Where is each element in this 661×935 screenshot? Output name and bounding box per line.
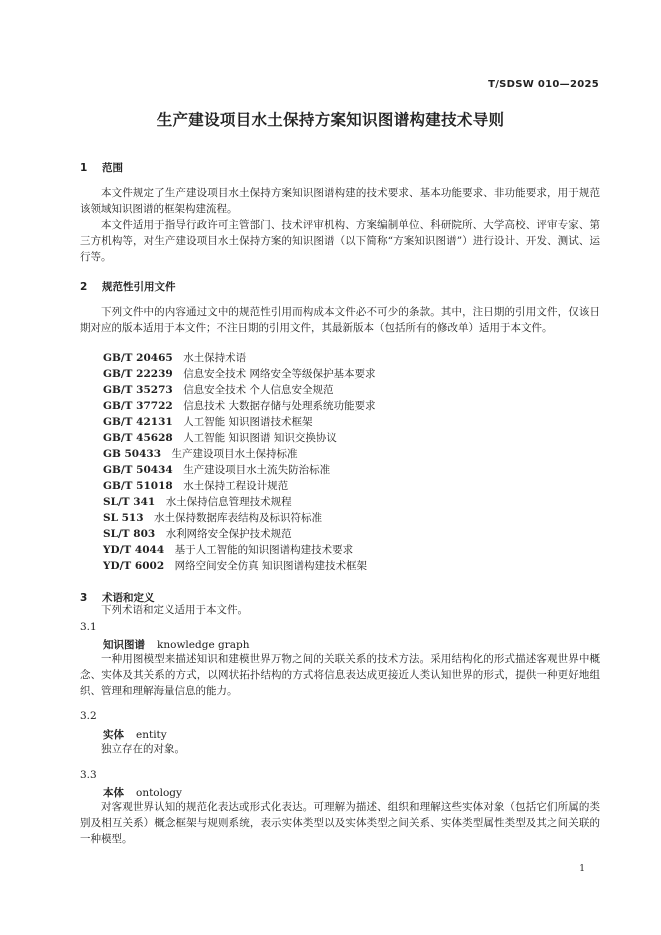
section-3-intro: 下列术语和定义适用于本文件。 [101, 604, 248, 616]
section-number: 2 [80, 281, 88, 293]
reference-item [103, 510, 322, 526]
section-1-heading [80, 160, 123, 175]
reference-item [103, 398, 376, 414]
reference-name: 水土保持信息管理技术规程 [165, 496, 292, 508]
term-english: ontology [136, 787, 182, 799]
reference-code: GB/T 22239 [103, 368, 173, 380]
reference-code: GB 50433 [103, 448, 162, 460]
reference-name: 基于人工智能的知识图谱构建技术要求 [174, 544, 354, 556]
reference-item [103, 350, 246, 366]
reference-item [103, 494, 292, 510]
term-english: knowledge graph [157, 639, 250, 651]
section-1-para-1: 本文件规定了生产建设项目水土保持方案知识图谱构建的技术要求、基本功能要求、非功能要求，用于规范该领域知识图谱的框架构建流程。 [80, 187, 600, 215]
section-1-para-2: 本文件适用于指导行政许可主管部门、技术评审机构、方案编制单位、科研院所、大学高校、评审专家、第三方机构等，对生产建设项目水土保持方案的知识图谱（以下简称“方案知识图谱”）进行设计、开发、测试、运行等。 [80, 219, 600, 263]
reference-name: 人工智能 知识图谱 知识交换协议 [183, 432, 337, 444]
term-english: entity [136, 729, 167, 741]
reference-name: 水土保持术语 [183, 352, 247, 364]
term-chinese: 知识图谱 [103, 639, 145, 651]
section-title: 范围 [102, 162, 123, 174]
term-number: 3.1 [80, 621, 97, 633]
section-2-intro: 下列文件中的内容通过文中的规范性引用而构成本文件必不可少的条款。其中，注日期的引用文件，仅该日期对应的版本适用于本文件；不注日期的引用文件，其最新版本（包括所有的修改单）适用于本文件。 [80, 306, 600, 334]
term-chinese: 本体 [103, 787, 124, 799]
term-definition: 一种用图模型来描述知识和建模世界万物之间的关联关系的技术方法。采用结构化的形式描述客观世界中概念、实体及其关系的方式，以网状拓扑结构的方式将信息表达成更接近人类认知世界的形式，提供一种更好地组织、管理和理解海量信息的能力。 [80, 653, 600, 697]
term-heading [103, 727, 167, 742]
reference-name: 信息技术 大数据存储与处理系统功能要求 [183, 400, 376, 412]
reference-name: 水土保持数据库表结构及标识符标准 [154, 512, 323, 524]
document-title: 生产建设项目水土保持方案知识图谱构建技术导则 [156, 111, 505, 129]
reference-code: GB/T 45628 [103, 432, 173, 444]
section-number: 3 [80, 592, 88, 604]
reference-code: YD/T 6002 [103, 560, 165, 572]
reference-code: YD/T 4044 [103, 544, 165, 556]
reference-name: 信息安全技术 网络安全等级保护基本要求 [183, 368, 376, 380]
reference-code: GB/T 20465 [103, 352, 173, 364]
reference-code: GB/T 42131 [103, 416, 173, 428]
reference-item [103, 478, 288, 494]
reference-code: SL 513 [103, 512, 144, 524]
reference-item [103, 382, 334, 398]
reference-item [103, 414, 313, 430]
reference-code: GB/T 50434 [103, 464, 173, 476]
reference-name: 水利网络安全保护技术规范 [165, 528, 292, 540]
reference-name: 网络空间安全仿真 知识图谱构建技术框架 [174, 560, 367, 572]
reference-code: GB/T 37722 [103, 400, 173, 412]
section-title: 术语和定义 [102, 592, 155, 604]
term-definition: 独立存在的对象。 [101, 743, 185, 755]
reference-name: 人工智能 知识图谱技术框架 [183, 416, 313, 428]
section-title: 规范性引用文件 [102, 281, 176, 293]
reference-item [103, 542, 353, 558]
term-number: 3.3 [80, 769, 97, 781]
term-heading [103, 637, 250, 652]
reference-code: SL/T 341 [103, 496, 156, 508]
term-chinese: 实体 [103, 729, 124, 741]
page-number: 1 [579, 864, 585, 874]
section-2-heading [80, 279, 176, 294]
reference-item [103, 446, 298, 462]
term-number: 3.2 [80, 710, 97, 722]
term-heading [103, 785, 182, 800]
document-id: T/SDSW 010—2025 [488, 79, 599, 90]
reference-code: GB/T 35273 [103, 384, 173, 396]
reference-name: 水土保持工程设计规范 [183, 480, 289, 492]
reference-item [103, 366, 376, 382]
reference-item [103, 558, 367, 574]
reference-code: SL/T 803 [103, 528, 156, 540]
reference-item [103, 526, 292, 542]
reference-item [103, 462, 330, 478]
section-number: 1 [80, 162, 88, 174]
term-definition: 对客观世界认知的规范化表达或形式化表达。可理解为描述、组织和理解这些实体对象（包括它们所属的类别及相互关系）概念框架与规则系统，表示实体类型以及实体类型之间关系、实体类型属性类型及其之间关联的一种模型。 [80, 801, 600, 845]
reference-name: 生产建设项目水土流失防治标准 [183, 464, 331, 476]
reference-code: GB/T 51018 [103, 480, 173, 492]
reference-name: 生产建设项目水土保持标准 [171, 448, 298, 460]
reference-item [103, 430, 337, 446]
reference-name: 信息安全技术 个人信息安全规范 [183, 384, 334, 396]
